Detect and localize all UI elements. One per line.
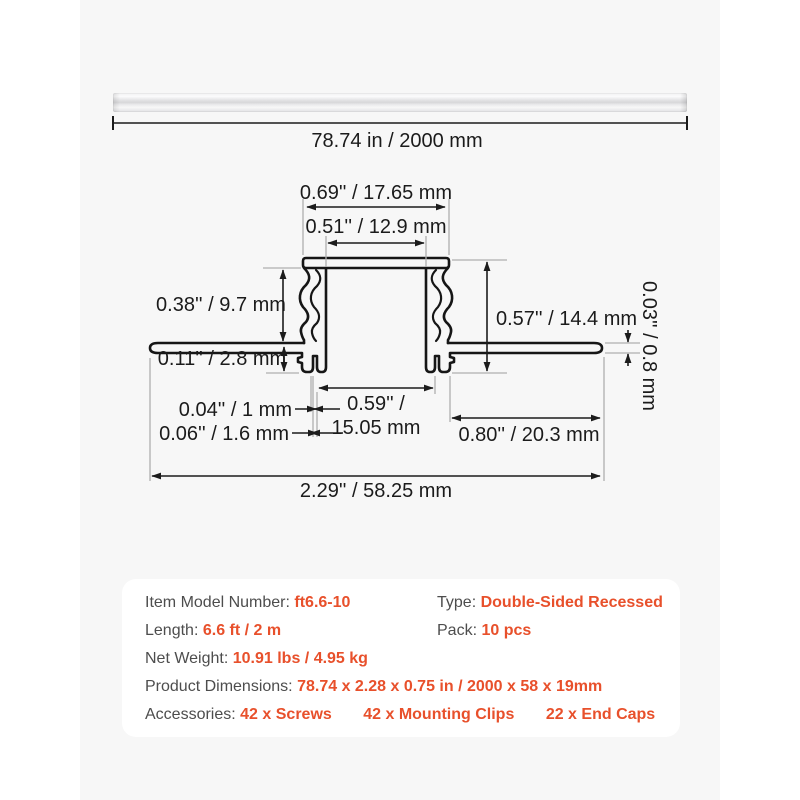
spec-type-label: Type: [437,594,477,611]
spec-net-weight-label: Net Weight: [145,650,229,667]
dim-bottom-opening-label-1: 0.59'' / [347,393,405,415]
spec-length-value: 6.6 ft / 2 m [202,622,282,639]
dim-top-width-label: 0.69'' / 17.65 mm [299,182,453,204]
spec-length [145,621,281,641]
dim-slot-large-label: 0.06'' / 1.6 mm [159,423,289,445]
dim-flange-length-label: 0.80'' / 20.3 mm [458,424,600,446]
dim-top-opening-label: 0.51'' / 12.9 mm [305,216,447,238]
dim-foot-height-label: 0.11'' / 2.8 mm [157,348,287,370]
spec-accessories-value-clips: 42 x Mounting Clips [363,706,515,723]
spec-length-label: Length: [145,622,199,639]
spec-pack [437,621,531,641]
spec-type [437,593,663,613]
profile-right-fin-outer [443,268,452,343]
spec-type-value: Double-Sided Recessed [480,594,663,611]
profile-left-fin-outer [300,268,309,343]
spec-net-weight [145,649,368,669]
spec-accessories-value-endcaps: 22 x End Caps [545,706,656,723]
spec-product-dimensions-label: Product Dimensions: [145,678,293,695]
spec-product-dimensions [145,677,602,697]
spec-product-dimensions-value: 78.74 x 2.28 x 0.75 in / 2000 x 58 x 19mm [297,678,603,695]
spec-pack-value: 10 pcs [481,622,532,639]
spec-accessories [145,705,655,725]
dim-flange-thickness-label: 0.03'' / 0.8 mm [638,281,660,411]
dim-slot-small-label: 0.04'' / 1 mm [178,399,292,421]
spec-item-model-value: ft6.6-10 [294,594,351,611]
diagram-stage [80,0,720,800]
spec-accessories-value-screws: 42 x Screws [240,706,332,723]
profile-lip [303,258,449,268]
dim-total-width-label: 2.29'' / 58.25 mm [299,480,453,502]
dim-right-height-label: 0.57'' / 14.4 mm [496,308,638,330]
spec-item-model [145,593,350,613]
spec-item-model-label: Item Model Number: [145,594,290,611]
profile-right-fin-inner [432,270,441,341]
length-label: 78.74 in / 2000 mm [311,130,483,152]
dim-bottom-opening-label-2: 15.05 mm [331,417,421,439]
dim-left-height-label: 0.38'' / 9.7 mm [156,294,286,316]
spec-card [122,579,680,737]
spec-accessories-label: Accessories: [145,706,236,723]
spec-pack-label: Pack: [437,622,478,639]
spec-net-weight-value: 10.91 lbs / 4.95 kg [232,650,368,667]
profile-left-fin-inner [311,270,320,341]
length-dimension [113,116,687,152]
